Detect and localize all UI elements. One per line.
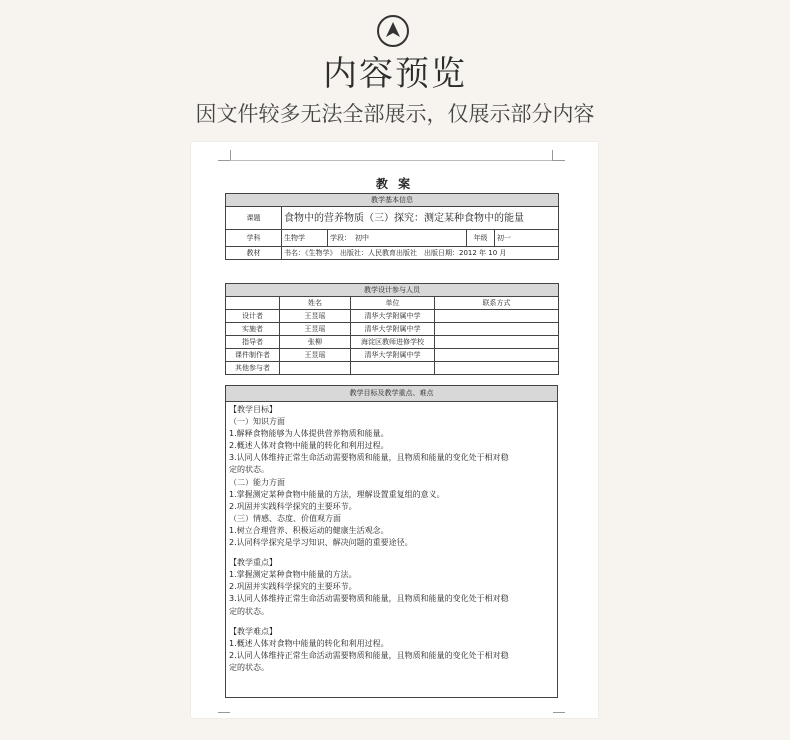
crop-mark (553, 712, 565, 713)
blank-line (229, 618, 554, 626)
name-cell: 张柳 (280, 336, 351, 349)
subject-value: 生物学 (282, 230, 328, 247)
table-row (226, 336, 559, 349)
basic-info-table (225, 193, 559, 260)
textbook-label: 教材 (226, 247, 282, 260)
preview-title: 内容预览 (323, 54, 467, 94)
objective-line: 1.掌握测定某种食物中能量的方法。 (229, 570, 357, 580)
table-row (226, 362, 559, 375)
table-row (226, 349, 559, 362)
table-row (226, 323, 559, 336)
unit-cell (351, 362, 435, 375)
crop-mark (553, 160, 565, 161)
document-title: 教 案 (375, 177, 414, 191)
stage-label: 学段： (330, 233, 351, 242)
column-header: 单位 (351, 297, 435, 310)
unit-cell: 清华大学附属中学 (351, 310, 435, 323)
table-row (226, 310, 559, 323)
role-cell: 指导者 (226, 336, 280, 349)
objective-line: 【教学重点】 (229, 558, 277, 568)
name-cell: 王昱瑶 (280, 310, 351, 323)
document-page (191, 142, 598, 718)
preview-subtitle: 因文件较多无法全部展示，仅展示部分内容 (195, 102, 595, 126)
contact-cell (435, 362, 559, 375)
role-cell: 实施者 (226, 323, 280, 336)
objective-line: 定的状态。 (229, 662, 269, 672)
objective-line: 3.认同人体维持正常生命活动需要物质和能量，且物质和能量的变化处于相对稳 (229, 453, 509, 463)
up-arrow-circle-icon (377, 15, 409, 47)
objective-line: 3.认同人体维持正常生命活动需要物质和能量，且物质和能量的变化处于相对稳 (229, 594, 509, 604)
objective-line: （一）知识方面 (229, 417, 285, 427)
objective-line: 【教学难点】 (229, 626, 277, 636)
name-cell: 王昱瑶 (280, 323, 351, 336)
unit-cell: 清华大学附属中学 (351, 349, 435, 362)
stage-value: 初中 (355, 233, 369, 242)
crop-mark (552, 150, 553, 161)
blank-line (229, 549, 554, 557)
objective-line: 2.认同人体维持正常生命活动需要物质和能量，且物质和能量的变化处于相对稳 (229, 650, 509, 660)
column-header (226, 297, 280, 310)
objectives-heading: 教学目标及教学重点、难点 (226, 386, 557, 402)
column-header: 姓名 (280, 297, 351, 310)
crop-mark (218, 712, 230, 713)
grade-value: 初一 (495, 230, 559, 247)
name-cell: 王昱瑶 (280, 349, 351, 362)
topic-value: 食物中的营养物质（三）探究：测定某种食物中的能量 (282, 207, 559, 230)
objective-line: 2.巩固并实践科学探究的主要环节。 (229, 501, 357, 511)
objective-line: 1.概述人体对食物中能量的转化和利用过程。 (229, 638, 389, 648)
contact-cell (435, 323, 559, 336)
role-cell: 设计者 (226, 310, 280, 323)
objective-line: 1.掌握测定某种食物中能量的方法，理解设置重复组的意义。 (229, 489, 445, 499)
objectives-body (226, 402, 557, 676)
header-rule (230, 160, 552, 161)
grade-label: 年级 (467, 230, 495, 247)
unit-cell: 海淀区教师进修学校 (351, 336, 435, 349)
role-cell: 其他参与者 (226, 362, 280, 375)
objective-line: 【教学目标】 (229, 405, 277, 414)
contact-cell (435, 349, 559, 362)
stage-cell (328, 230, 467, 247)
topic-label: 课题 (226, 207, 282, 230)
objective-line: 2.认同科学探究是学习知识、解决问题的重要途径。 (229, 538, 413, 548)
name-cell (280, 362, 351, 375)
objective-line: （三）情感、态度、价值观方面 (229, 513, 341, 523)
subject-label: 学科 (226, 230, 282, 247)
textbook-value: 书名：《生物学》 出版社：人民教育出版社 出版日期：2012 年 10 月 (282, 247, 559, 260)
participants-heading: 教学设计参与人员 (226, 284, 559, 297)
contact-cell (435, 336, 559, 349)
objective-line: 定的状态。 (229, 606, 269, 616)
role-cell: 课件制作者 (226, 349, 280, 362)
participants-table (225, 283, 559, 375)
contact-cell (435, 310, 559, 323)
basic-info-heading: 教学基本信息 (226, 194, 559, 207)
objective-line: 2.概述人体对食物中能量的转化和利用过程。 (229, 441, 389, 451)
objective-line: 2.巩固并实践科学探究的主要环节。 (229, 582, 357, 592)
objective-line: 1.树立合理营养、积极运动的健康生活观念。 (229, 525, 389, 535)
objective-line: 定的状态。 (229, 465, 269, 475)
column-header: 联系方式 (435, 297, 559, 310)
objective-line: （二）能力方面 (229, 477, 285, 487)
crop-mark (218, 160, 230, 161)
objectives-box (225, 385, 558, 698)
unit-cell: 清华大学附属中学 (351, 323, 435, 336)
objective-line: 1.解释食物能够为人体提供营养物质和能量。 (229, 429, 389, 439)
